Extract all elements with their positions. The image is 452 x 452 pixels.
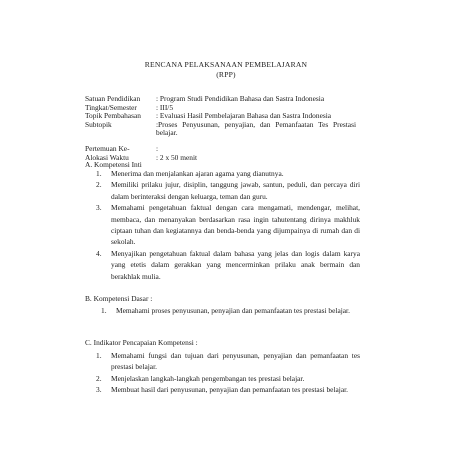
list-item-number: 2. <box>96 180 102 190</box>
list-item <box>96 202 360 248</box>
list-item <box>96 168 360 179</box>
meta-label: Subtopik <box>85 119 112 129</box>
list-item-text: Menyajikan pengetahuan faktual dalam bahasa yang jelas dan logis dalam karya yang etetis dalam gerakkan yang mencerminkan prilaku anak bermain dan berakhlak mulia. <box>111 248 360 281</box>
list-item <box>96 350 360 373</box>
meta-label: Topik Pembahasan <box>85 111 141 121</box>
document-title: RENCANA PELAKSANAAN PEMBELAJARAN <box>144 60 308 69</box>
meta-value: : Program Studi Pendidikan Bahasa dan Sastra Indonesia <box>156 94 325 103</box>
section-b-title: B. Kompetensi Dasar : <box>85 294 153 303</box>
list-item-number: 1. <box>96 351 102 360</box>
list-item-text: Memahami pengetahuan faktual dengan cara mengamati, mendengar, melihat, membaca, dan menanyakan berdasarkan rasa ingin tahutentang dirinya makhluk ciptaan tuhan dan kegiatannya dan benda-benda yang dijumpainya di rumah dan di sekolah. <box>111 203 360 247</box>
list-item-text: Menjelaskan langkah-langkah pengembangan tes prestasi belajar. <box>111 373 305 383</box>
section-c-list <box>96 350 360 396</box>
list-item <box>101 305 361 316</box>
meta-label: Alokasi Waktu <box>85 152 129 162</box>
section-b-list <box>101 305 361 316</box>
document-subtitle: (RPP) <box>216 70 236 79</box>
list-item-text: Memiliki prilaku jujur, disiplin, tanggung jawab, santun, peduli, dan percaya diri dalam berinteraksi dengan keluarga, teman dan guru. <box>111 180 360 201</box>
list-item <box>96 248 360 282</box>
section-a-title: A. Kompetensi Inti <box>85 160 142 169</box>
list-item <box>96 384 360 395</box>
list-item <box>96 179 360 202</box>
meta-row-pertemuan <box>85 145 396 154</box>
list-item-text: Memahami proses penyusunan, penyajian dan pemanfaatan tes prestasi belajar. <box>116 306 350 315</box>
section-a-list <box>96 168 360 282</box>
meta-value: : 2 x 50 menit <box>156 152 198 162</box>
list-item-number: 3. <box>96 203 102 213</box>
meta-label: Satuan Pendidikan <box>85 94 141 103</box>
meta-label: Tingkat/Semester <box>85 102 137 112</box>
list-item-number: 2. <box>96 373 102 383</box>
list-item <box>96 373 360 384</box>
meta-value: : <box>156 143 159 153</box>
meta-row-subtopik <box>85 121 396 138</box>
list-item-number: 1. <box>96 169 102 178</box>
list-item-text: Membuat hasil dari penyusunan, penyajian dan pemanfaatan tes prestasi belajar. <box>111 385 349 395</box>
list-item-number: 1. <box>101 306 107 315</box>
meta-value: : III/5 <box>156 102 174 112</box>
meta-value: : Evaluasi Hasil Pembelajaran Bahasa dan Sastra Indonesia <box>156 111 332 121</box>
identity-block <box>85 95 396 162</box>
list-item-text: Memahami fungsi dan tujuan dari penyusunan, penyajian dan pemanfaatan tes prestasi belajar. <box>111 351 360 372</box>
meta-label: Pertemuan Ke- <box>85 143 130 153</box>
section-c-title: C. Indikator Pencapaian Kompetensi : <box>85 338 198 347</box>
list-item-number: 4. <box>96 248 102 258</box>
list-item-number: 3. <box>96 385 102 395</box>
meta-value: :Proses Penyusunan, penyajian, dan Pemanfaatan Tes Prestasi belajar. <box>156 119 356 138</box>
list-item-text: Menerima dan menjalankan ajaran agama yang dianutnya. <box>111 169 284 178</box>
